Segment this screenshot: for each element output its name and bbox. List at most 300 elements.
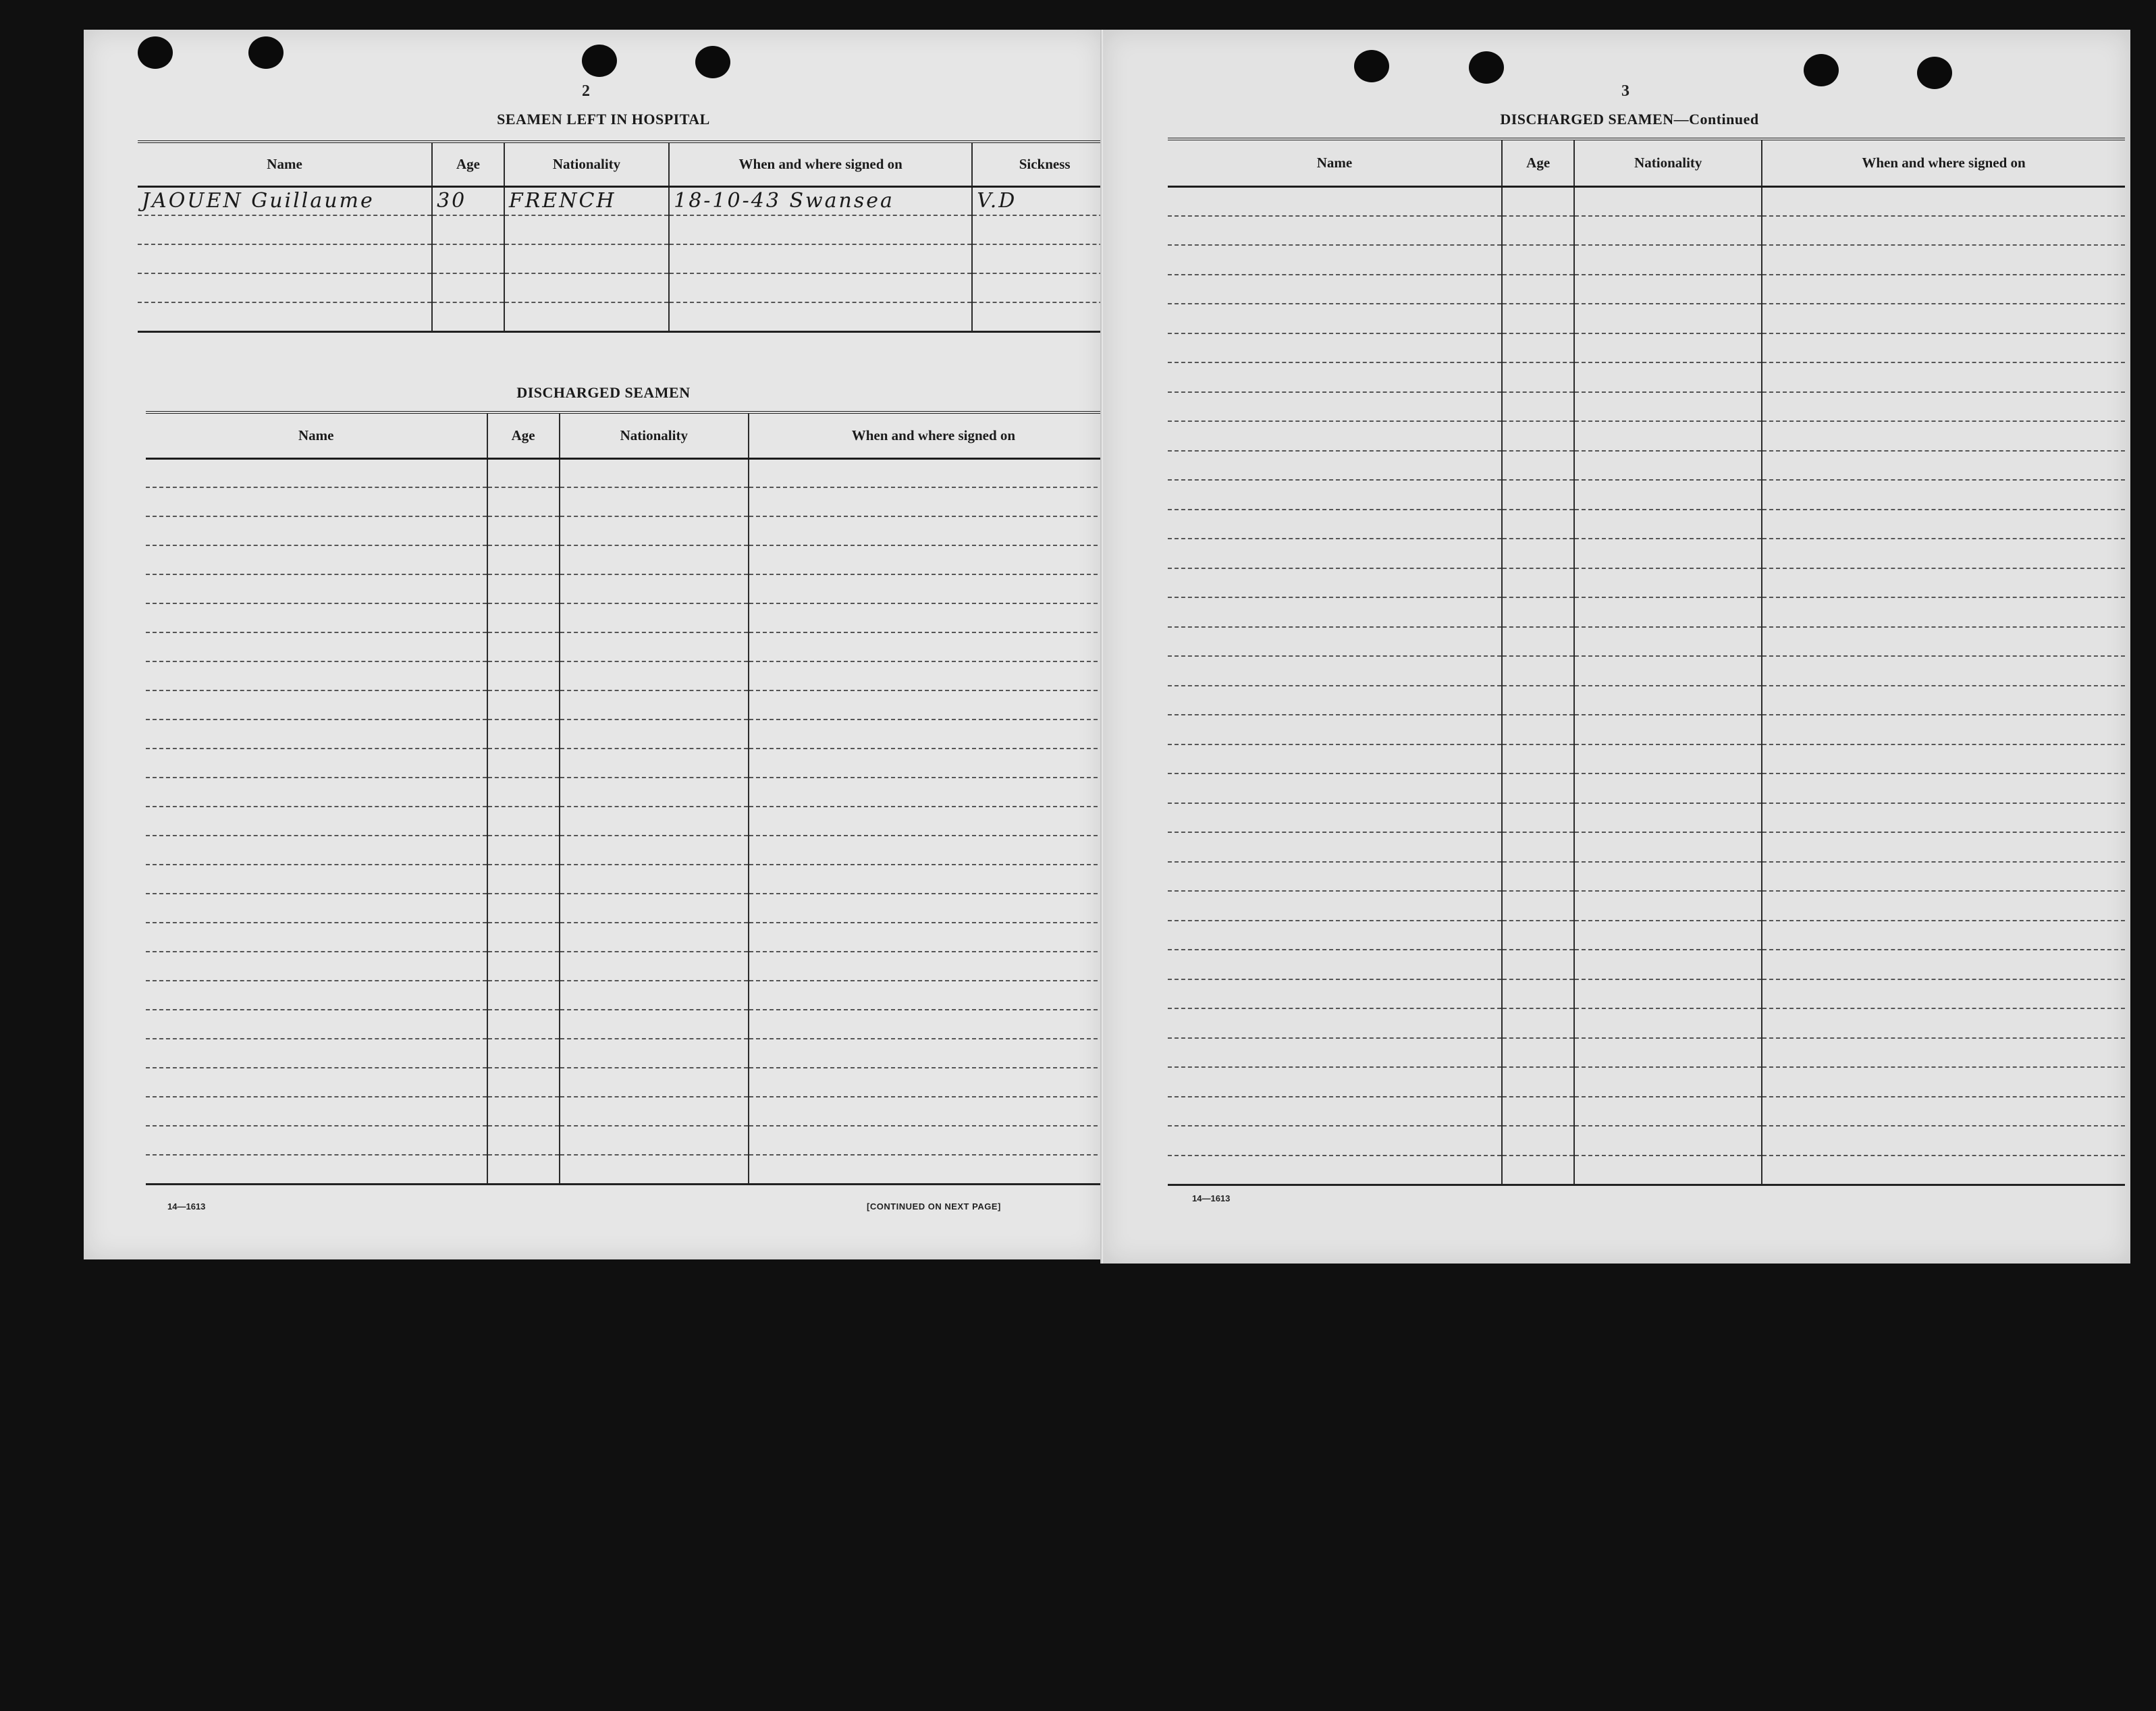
empty-cell — [1574, 480, 1762, 510]
column-header-signed-on: When and where signed on — [669, 142, 972, 186]
table-row — [1168, 1067, 2125, 1097]
empty-cell — [1762, 597, 2125, 627]
empty-cell — [1502, 451, 1575, 481]
empty-cell — [1574, 656, 1762, 686]
empty-cell — [1574, 1097, 1762, 1126]
empty-cell — [1762, 656, 2125, 686]
right-page — [1103, 30, 2130, 1264]
table-row — [1168, 451, 2125, 481]
empty-cell — [1574, 245, 1762, 275]
discharged-section-title: DISCHARGED SEAMEN — [516, 384, 691, 401]
column-header-age: Age — [487, 412, 560, 458]
empty-cell — [1168, 921, 1502, 950]
table-row — [146, 574, 1103, 603]
column-header-nationality: Nationality — [1574, 139, 1762, 186]
page-number: 3 — [1621, 82, 1629, 100]
table-row — [1168, 627, 2125, 657]
empty-cell — [1502, 921, 1575, 950]
empty-cell — [1762, 568, 2125, 598]
empty-cell — [1574, 186, 1762, 216]
empty-cell — [487, 749, 560, 778]
table-row — [1168, 304, 2125, 333]
table-row — [146, 1155, 1103, 1184]
empty-cell — [1502, 950, 1575, 979]
empty-cell — [1762, 773, 2125, 803]
table-row — [146, 516, 1103, 545]
empty-cell — [146, 458, 487, 487]
discharged-continued-table — [1168, 138, 2125, 1186]
empty-cell — [1762, 275, 2125, 304]
empty-cell — [1762, 539, 2125, 568]
empty-cell — [1762, 480, 2125, 510]
empty-cell — [1168, 862, 1502, 892]
empty-cell — [1502, 421, 1575, 451]
cell-age: 30 — [432, 186, 504, 215]
empty-cell — [1762, 216, 2125, 246]
cell-sickness — [972, 215, 1103, 244]
page-number: 2 — [582, 82, 590, 100]
table-row — [138, 186, 1103, 215]
empty-cell — [1502, 1126, 1575, 1156]
empty-cell — [1574, 510, 1762, 539]
empty-cell — [146, 894, 487, 923]
table-row — [1168, 245, 2125, 275]
cell-signed-on — [669, 215, 972, 244]
empty-cell — [1762, 362, 2125, 392]
empty-cell — [749, 1155, 1103, 1184]
table-row — [1168, 686, 2125, 715]
empty-cell — [1574, 979, 1762, 1009]
table-row — [138, 215, 1103, 244]
empty-cell — [1168, 362, 1502, 392]
empty-cell — [749, 690, 1103, 719]
empty-cell — [1168, 1067, 1502, 1097]
empty-cell — [560, 458, 749, 487]
empty-cell — [146, 690, 487, 719]
cell-signed-on: 18-10-43 Swansea — [669, 186, 972, 215]
empty-cell — [749, 807, 1103, 836]
table-row — [1168, 744, 2125, 774]
empty-cell — [1762, 891, 2125, 921]
empty-cell — [146, 952, 487, 981]
table-row — [138, 273, 1103, 302]
empty-cell — [1762, 1008, 2125, 1038]
table-row — [1168, 333, 2125, 363]
punch-hole — [1804, 54, 1839, 86]
empty-cell — [1502, 686, 1575, 715]
punch-hole — [1469, 51, 1504, 84]
empty-cell — [487, 981, 560, 1010]
empty-cell — [749, 865, 1103, 894]
table-row — [146, 981, 1103, 1010]
empty-cell — [487, 894, 560, 923]
empty-cell — [1574, 539, 1762, 568]
empty-cell — [1168, 656, 1502, 686]
table-row — [146, 545, 1103, 574]
empty-cell — [1502, 362, 1575, 392]
empty-cell — [487, 807, 560, 836]
table-row — [1168, 891, 2125, 921]
table-row — [1168, 275, 2125, 304]
empty-cell — [749, 923, 1103, 952]
empty-cell — [1762, 392, 2125, 422]
empty-cell — [1168, 216, 1502, 246]
empty-cell — [1574, 304, 1762, 333]
punch-hole — [248, 36, 284, 69]
table-row — [1168, 539, 2125, 568]
empty-cell — [749, 516, 1103, 545]
cell-name — [138, 273, 432, 302]
empty-cell — [1168, 803, 1502, 833]
column-header-age: Age — [1502, 139, 1575, 186]
empty-cell — [749, 778, 1103, 807]
empty-cell — [146, 516, 487, 545]
empty-cell — [560, 836, 749, 865]
table-row — [146, 603, 1103, 632]
table-row — [1168, 597, 2125, 627]
empty-cell — [146, 719, 487, 749]
table-row — [146, 836, 1103, 865]
empty-cell — [1762, 245, 2125, 275]
empty-cell — [1574, 216, 1762, 246]
empty-cell — [560, 749, 749, 778]
empty-cell — [146, 981, 487, 1010]
empty-cell — [1168, 510, 1502, 539]
empty-cell — [560, 981, 749, 1010]
empty-cell — [1762, 451, 2125, 481]
empty-cell — [1574, 597, 1762, 627]
discharged-continued-title-suffix: —Continued — [1673, 111, 1759, 128]
empty-cell — [560, 894, 749, 923]
empty-cell — [1762, 510, 2125, 539]
empty-cell — [1762, 979, 2125, 1009]
empty-cell — [1502, 480, 1575, 510]
empty-cell — [560, 574, 749, 603]
discharged-continued-title — [1461, 111, 1798, 128]
table-row — [146, 690, 1103, 719]
empty-cell — [1574, 773, 1762, 803]
empty-cell — [560, 1155, 749, 1184]
empty-cell — [487, 1068, 560, 1097]
empty-cell — [560, 1097, 749, 1126]
cell-signed-on — [669, 302, 972, 331]
empty-cell — [487, 574, 560, 603]
empty-cell — [560, 516, 749, 545]
cell-sickness — [972, 302, 1103, 331]
empty-cell — [749, 545, 1103, 574]
punch-hole — [138, 36, 173, 69]
empty-cell — [146, 749, 487, 778]
table-row — [146, 1010, 1103, 1039]
empty-cell — [1762, 803, 2125, 833]
hospital-section-title: SEAMEN LEFT IN HOSPITAL — [497, 111, 710, 128]
table-row — [146, 487, 1103, 516]
cell-nationality — [504, 244, 669, 273]
empty-cell — [1168, 891, 1502, 921]
empty-cell — [560, 603, 749, 632]
cell-nationality — [504, 302, 669, 331]
table-row — [1168, 921, 2125, 950]
empty-cell — [1168, 597, 1502, 627]
empty-cell — [749, 719, 1103, 749]
table-row — [146, 719, 1103, 749]
empty-cell — [749, 661, 1103, 690]
discharged-table — [146, 411, 1103, 1185]
empty-cell — [487, 923, 560, 952]
empty-cell — [560, 1010, 749, 1039]
empty-cell — [487, 836, 560, 865]
empty-cell — [1574, 627, 1762, 657]
cell-age — [432, 244, 504, 273]
empty-cell — [560, 923, 749, 952]
empty-cell — [1168, 627, 1502, 657]
empty-cell — [1168, 1008, 1502, 1038]
empty-cell — [146, 1068, 487, 1097]
empty-cell — [560, 1126, 749, 1155]
empty-cell — [1168, 773, 1502, 803]
table-row — [146, 458, 1103, 487]
empty-cell — [1502, 568, 1575, 598]
empty-cell — [487, 719, 560, 749]
table-row — [146, 923, 1103, 952]
empty-cell — [487, 1010, 560, 1039]
empty-cell — [1762, 421, 2125, 451]
table-row — [146, 1068, 1103, 1097]
hospital-table — [138, 140, 1103, 333]
empty-cell — [1502, 1156, 1575, 1185]
punch-hole — [1354, 50, 1389, 82]
empty-cell — [1168, 186, 1502, 216]
table-row — [146, 1039, 1103, 1068]
empty-cell — [487, 1126, 560, 1155]
empty-cell — [1574, 715, 1762, 744]
discharged-continued-title-main: DISCHARGED SEAMEN — [1500, 111, 1674, 128]
empty-cell — [1502, 715, 1575, 744]
empty-cell — [560, 865, 749, 894]
form-number: 14—1613 — [167, 1201, 206, 1212]
table-row — [1168, 803, 2125, 833]
empty-cell — [1762, 862, 2125, 892]
empty-cell — [560, 545, 749, 574]
empty-cell — [1762, 686, 2125, 715]
empty-cell — [1762, 627, 2125, 657]
left-page — [84, 30, 1103, 1259]
column-header-name: Name — [146, 412, 487, 458]
empty-cell — [146, 1097, 487, 1126]
empty-cell — [146, 603, 487, 632]
empty-cell — [146, 545, 487, 574]
empty-cell — [749, 574, 1103, 603]
empty-cell — [1762, 921, 2125, 950]
empty-cell — [1574, 392, 1762, 422]
empty-cell — [1762, 1126, 2125, 1156]
table-row — [146, 661, 1103, 690]
cell-nationality — [504, 273, 669, 302]
empty-cell — [1502, 891, 1575, 921]
empty-cell — [1762, 715, 2125, 744]
table-row — [1168, 979, 2125, 1009]
table-row — [146, 1126, 1103, 1155]
empty-cell — [1762, 832, 2125, 862]
empty-cell — [487, 1039, 560, 1068]
empty-cell — [749, 1126, 1103, 1155]
table-row — [1168, 392, 2125, 422]
table-row — [1168, 656, 2125, 686]
empty-cell — [487, 865, 560, 894]
empty-cell — [749, 1039, 1103, 1068]
table-row — [1168, 568, 2125, 598]
empty-cell — [1574, 275, 1762, 304]
empty-cell — [1502, 1038, 1575, 1068]
empty-cell — [1502, 245, 1575, 275]
empty-cell — [1168, 539, 1502, 568]
empty-cell — [1574, 1008, 1762, 1038]
cell-name — [138, 215, 432, 244]
empty-cell — [1762, 333, 2125, 363]
empty-cell — [1574, 832, 1762, 862]
empty-cell — [1574, 1038, 1762, 1068]
empty-cell — [146, 1039, 487, 1068]
table-row — [138, 244, 1103, 273]
empty-cell — [1762, 186, 2125, 216]
table-row — [1168, 1097, 2125, 1126]
cell-name: JAOUEN Guillaume — [138, 186, 432, 215]
empty-cell — [1574, 921, 1762, 950]
cell-nationality: FRENCH — [504, 186, 669, 215]
empty-cell — [1502, 1008, 1575, 1038]
empty-cell — [749, 1068, 1103, 1097]
empty-cell — [146, 923, 487, 952]
table-row — [146, 952, 1103, 981]
empty-cell — [1168, 304, 1502, 333]
empty-cell — [749, 749, 1103, 778]
table-row — [1168, 1038, 2125, 1068]
empty-cell — [1502, 539, 1575, 568]
empty-cell — [1502, 275, 1575, 304]
empty-cell — [1574, 862, 1762, 892]
empty-cell — [146, 778, 487, 807]
empty-cell — [1502, 773, 1575, 803]
empty-cell — [1168, 832, 1502, 862]
table-row — [1168, 510, 2125, 539]
empty-cell — [560, 632, 749, 661]
empty-cell — [1574, 421, 1762, 451]
empty-cell — [749, 981, 1103, 1010]
empty-cell — [560, 807, 749, 836]
empty-cell — [1502, 979, 1575, 1009]
empty-cell — [1168, 451, 1502, 481]
punch-hole — [1917, 57, 1952, 89]
empty-cell — [1502, 186, 1575, 216]
empty-cell — [487, 603, 560, 632]
empty-cell — [1168, 1156, 1502, 1185]
empty-cell — [749, 1097, 1103, 1126]
empty-cell — [560, 487, 749, 516]
table-row — [1168, 832, 2125, 862]
empty-cell — [487, 1155, 560, 1184]
empty-cell — [146, 487, 487, 516]
empty-cell — [487, 487, 560, 516]
empty-cell — [1168, 686, 1502, 715]
empty-cell — [1502, 744, 1575, 774]
empty-cell — [1168, 568, 1502, 598]
empty-cell — [146, 632, 487, 661]
empty-cell — [560, 952, 749, 981]
empty-cell — [1502, 803, 1575, 833]
empty-cell — [1168, 979, 1502, 1009]
empty-cell — [1502, 1067, 1575, 1097]
empty-cell — [1502, 392, 1575, 422]
empty-cell — [1168, 275, 1502, 304]
empty-cell — [749, 1010, 1103, 1039]
cell-nationality — [504, 215, 669, 244]
empty-cell — [1574, 803, 1762, 833]
cell-age — [432, 215, 504, 244]
column-header-sickness: Sickness — [972, 142, 1103, 186]
empty-cell — [1502, 216, 1575, 246]
empty-cell — [749, 632, 1103, 661]
column-header-nationality: Nationality — [560, 412, 749, 458]
table-row — [146, 632, 1103, 661]
column-header-name: Name — [1168, 139, 1502, 186]
table-row — [1168, 421, 2125, 451]
empty-cell — [1574, 1126, 1762, 1156]
empty-cell — [1574, 891, 1762, 921]
empty-cell — [1502, 510, 1575, 539]
empty-cell — [487, 778, 560, 807]
empty-cell — [487, 632, 560, 661]
cell-name — [138, 302, 432, 331]
empty-cell — [146, 661, 487, 690]
empty-cell — [749, 487, 1103, 516]
empty-cell — [1168, 744, 1502, 774]
empty-cell — [1502, 304, 1575, 333]
table-row — [1168, 773, 2125, 803]
table-row — [146, 894, 1103, 923]
empty-cell — [560, 690, 749, 719]
empty-cell — [1574, 1067, 1762, 1097]
empty-cell — [749, 458, 1103, 487]
table-row — [1168, 715, 2125, 744]
empty-cell — [1574, 1156, 1762, 1185]
table-row — [146, 865, 1103, 894]
punch-hole — [582, 45, 617, 77]
empty-cell — [1762, 304, 2125, 333]
column-header-signed-on: When and where signed on — [749, 412, 1103, 458]
empty-cell — [560, 719, 749, 749]
empty-cell — [1502, 627, 1575, 657]
empty-cell — [1168, 480, 1502, 510]
empty-cell — [1168, 1038, 1502, 1068]
empty-cell — [1168, 950, 1502, 979]
table-row — [1168, 950, 2125, 979]
column-header-nationality: Nationality — [504, 142, 669, 186]
empty-cell — [487, 952, 560, 981]
cell-signed-on — [669, 273, 972, 302]
table-row — [1168, 1156, 2125, 1185]
empty-cell — [1168, 1097, 1502, 1126]
empty-cell — [487, 516, 560, 545]
table-row — [146, 749, 1103, 778]
empty-cell — [1168, 245, 1502, 275]
table-row — [146, 807, 1103, 836]
empty-cell — [749, 603, 1103, 632]
table-row — [1168, 216, 2125, 246]
empty-cell — [146, 1126, 487, 1155]
empty-cell — [1502, 656, 1575, 686]
empty-cell — [146, 807, 487, 836]
empty-cell — [1168, 392, 1502, 422]
